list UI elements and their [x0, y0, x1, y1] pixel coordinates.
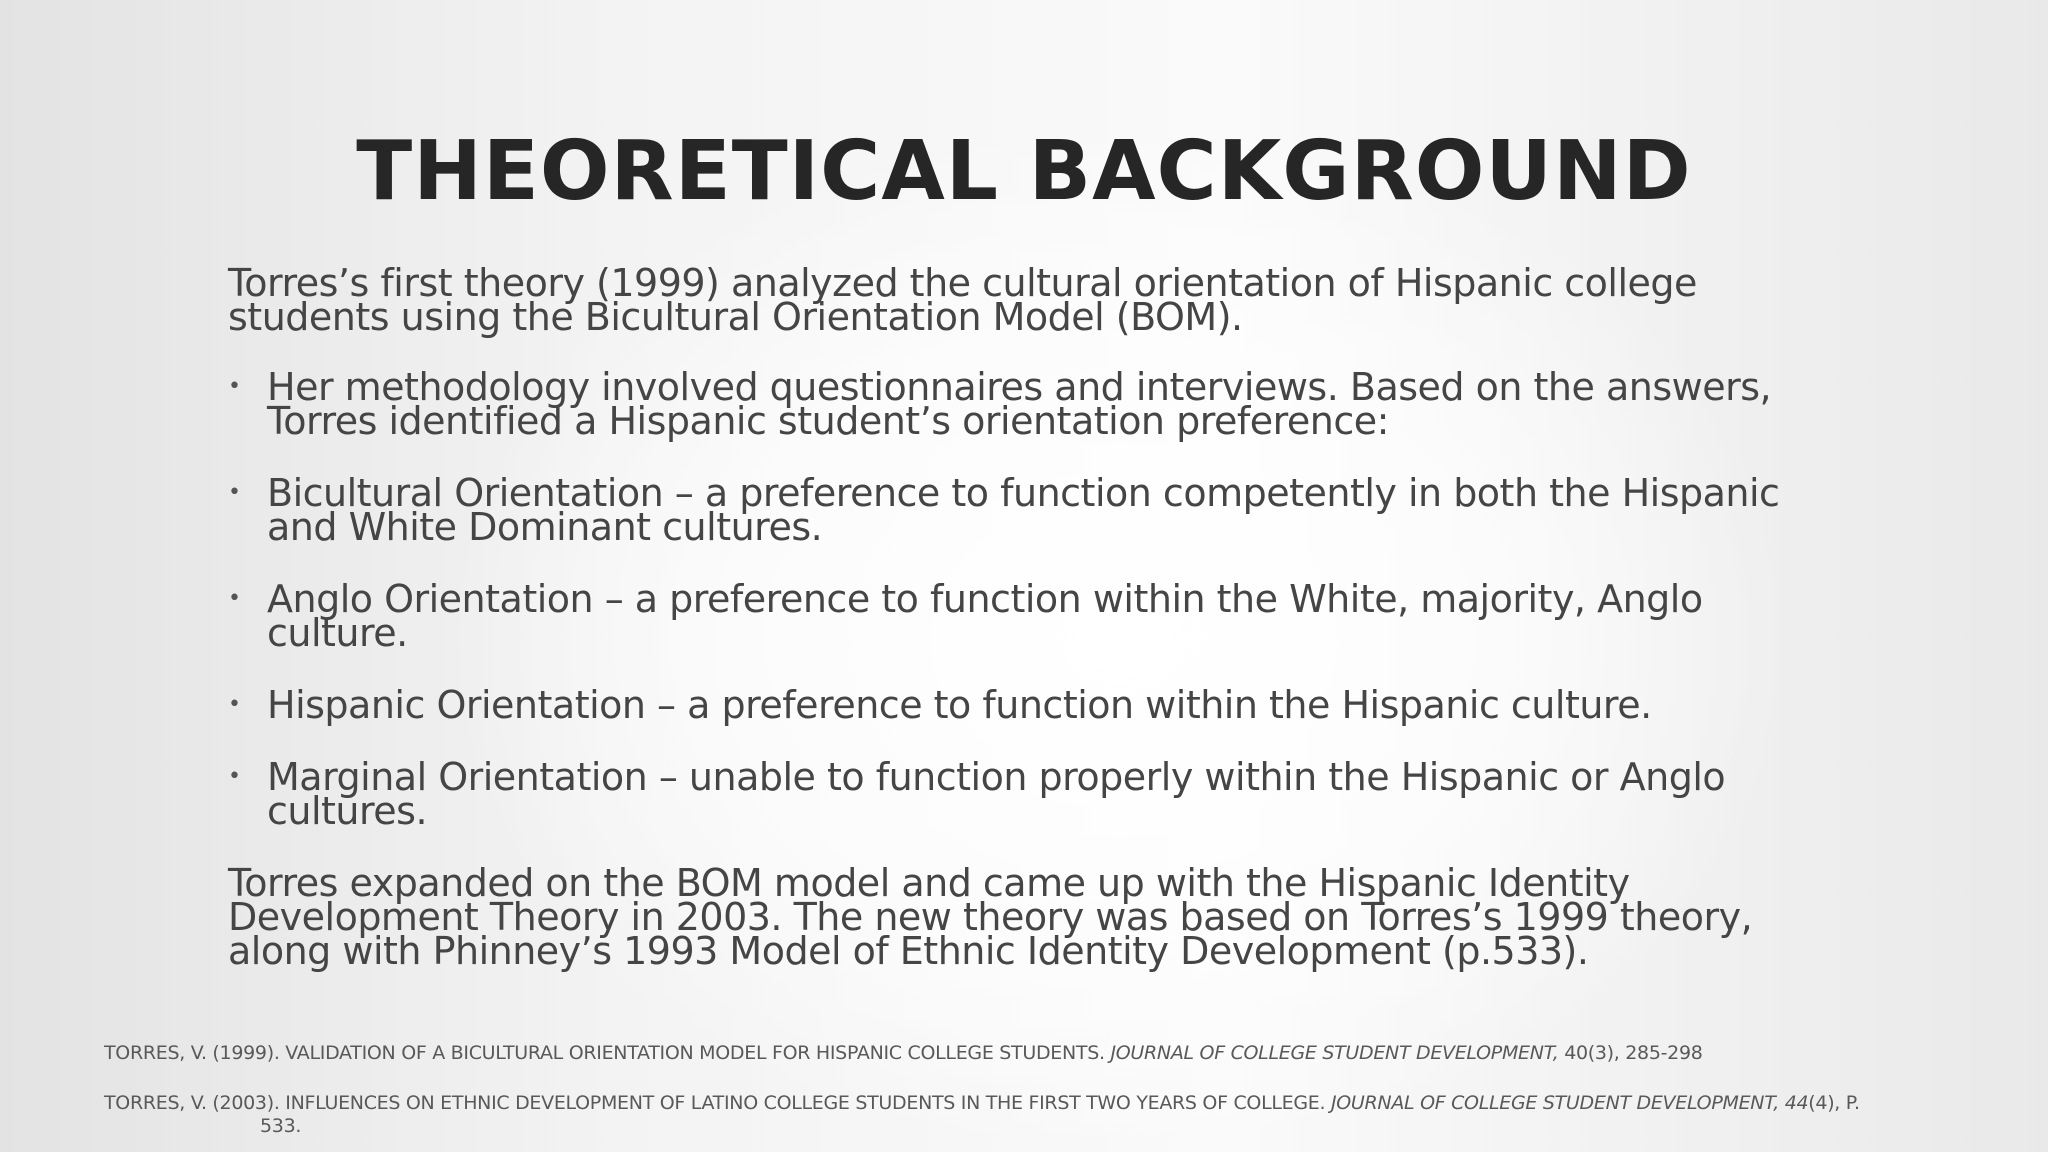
bullet-text: Hispanic Orientation – a preference to function within the Hispanic culture. — [267, 683, 1652, 727]
reference-item — [104, 1090, 2004, 1139]
bullet-item-hispanic — [228, 683, 1818, 727]
reference-continuation: 533. — [260, 1115, 302, 1137]
bullet-text: Bicultural Orientation – a preference to function competently in both the Hispanic and White Dominant cultures. — [267, 471, 1780, 549]
reference-text: TORRES, V. (2003). INFLUENCES ON ETHNIC DEVELOPMENT OF LATINO COLLEGE STUDENTS IN THE FIRST TWO YEARS OF COLLEGE. — [104, 1092, 1331, 1114]
reference-journal: JOURNAL OF COLLEGE STUDENT DEVELOPMENT, 44 — [1330, 1092, 1809, 1114]
bullet-icon: • — [228, 586, 241, 611]
bullet-item-anglo — [228, 577, 1818, 655]
bullet-text: Her methodology involved questionnaires and interviews. Based on the answers, Torres identified a Hispanic student’s orientation preference: — [267, 365, 1772, 443]
slide-body — [228, 261, 1818, 973]
slide-title: THEORETICAL BACKGROUND — [356, 124, 1692, 219]
bullet-item-marginal — [228, 755, 1818, 833]
bullet-list — [228, 365, 1818, 833]
reference-volume: (4), P. — [1808, 1092, 1860, 1114]
bullet-item-methodology — [228, 365, 1818, 443]
references — [104, 1040, 2004, 1152]
bullet-item-bicultural — [228, 471, 1818, 549]
reference-text: TORRES, V. (1999). VALIDATION OF A BICULTURAL ORIENTATION MODEL FOR HISPANIC COLLEGE STUDENTS. — [104, 1042, 1111, 1064]
bullet-icon: • — [228, 374, 241, 399]
reference-volume: 40(3), 285-298 — [1558, 1042, 1703, 1064]
bullet-icon: • — [228, 480, 241, 505]
bullet-icon: • — [228, 764, 241, 789]
intro-paragraph: Torres’s first theory (1999) analyzed the cultural orientation of Hispanic college students using the Bicultural Orientation Model (BOM). — [228, 261, 1697, 339]
reference-journal: JOURNAL OF COLLEGE STUDENT DEVELOPMENT, — [1110, 1042, 1559, 1064]
reference-item — [104, 1040, 2004, 1066]
bullet-text: Anglo Orientation – a preference to function within the White, majority, Anglo culture. — [267, 577, 1703, 655]
conclusion-paragraph: Torres expanded on the BOM model and came up with the Hispanic Identity Development Theory in 2003. The new theory was based on Torres’s 1999 theory, along with Phinney’s 1993 Model of Ethnic Identity Development (p.533). — [228, 861, 1753, 973]
bullet-icon: • — [228, 692, 241, 717]
bullet-text: Marginal Orientation – unable to function properly within the Hispanic or Anglo cultures. — [267, 755, 1726, 833]
